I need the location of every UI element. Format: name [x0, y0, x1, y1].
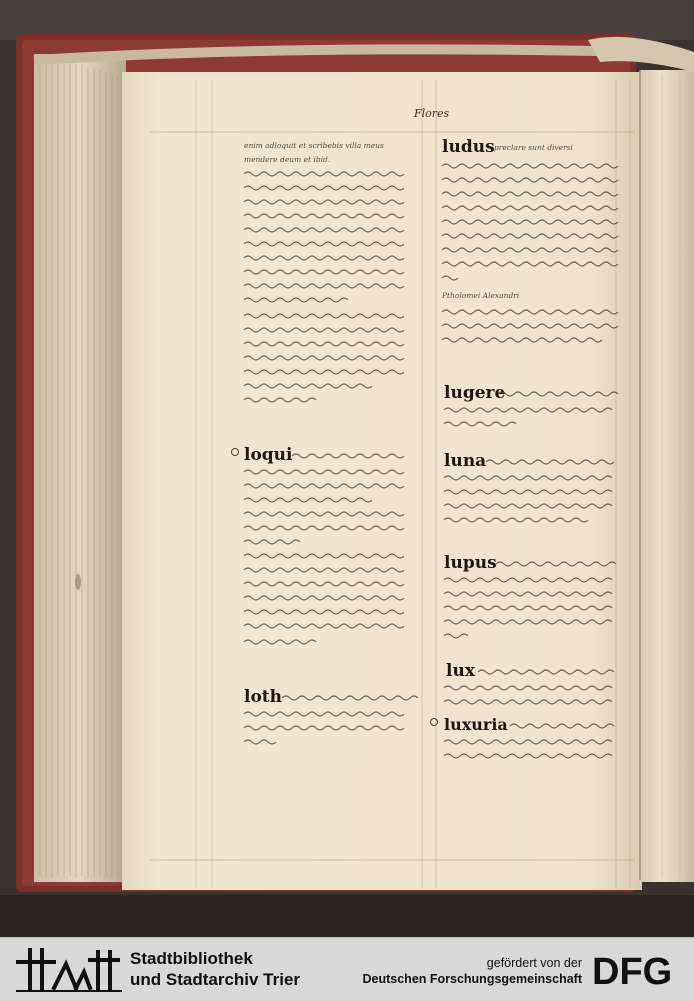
stain [75, 574, 81, 590]
funding-note [363, 955, 583, 987]
headword-lux: lux [446, 661, 475, 681]
library-line-1: Stadtbibliothek [130, 949, 253, 968]
library-name [130, 948, 300, 990]
headword-lugere: lugere [444, 383, 506, 403]
folio-page [122, 72, 642, 890]
facing-page [640, 70, 694, 882]
dfg-logo-icon [590, 948, 684, 990]
right-line-1: preclare sunt diversi [494, 143, 573, 152]
running-head: Flores [414, 107, 450, 120]
headword-luna: luna [444, 451, 487, 471]
headword-lupus: lupus [444, 553, 497, 573]
headword-loqui: loqui [244, 445, 293, 465]
library-line-2: und Stadtarchiv Trier [130, 970, 301, 989]
headword-luxuria: luxuria [444, 715, 508, 734]
right-line-2: Ptholomei Alexandri [442, 291, 520, 300]
library-logo-icon [14, 946, 124, 994]
headword-ludus: ludus [442, 137, 495, 157]
dfg-logo-text: DFG [592, 951, 673, 990]
left-line-1: enim adloquit et scribebis villa meus [244, 141, 384, 150]
footer-bar [0, 937, 694, 1001]
funding-line-2: Deutschen Forschungsgemeinschaft [362, 972, 582, 986]
headword-loth: loth [244, 687, 283, 707]
funding-line-1: gefördert von der [486, 956, 582, 970]
left-line-2: mendere deum et ibid. [244, 155, 331, 164]
